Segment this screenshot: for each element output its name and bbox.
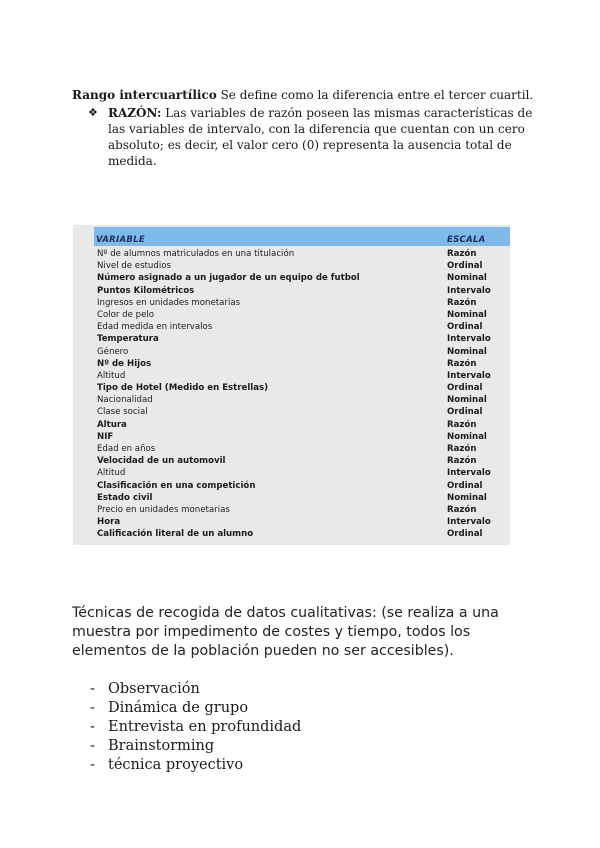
- table-row: [97, 248, 507, 260]
- table-row: [97, 272, 507, 284]
- list-item-label: Observación: [108, 681, 200, 697]
- razon-label: RAZÓN:: [108, 106, 162, 120]
- row-variable: Nº de alumnos matriculados en una titulación: [97, 249, 295, 259]
- table-row: [97, 260, 507, 272]
- row-variable: Clasificación en una competición: [97, 480, 256, 491]
- table-row: [97, 358, 507, 370]
- row-variable: Altura: [97, 419, 127, 430]
- row-escala: Razón: [447, 444, 477, 454]
- row-variable: Precio en unidades monetarias: [97, 504, 230, 515]
- list-item: [90, 680, 301, 699]
- list-item-label: Dinámica de grupo: [108, 700, 249, 716]
- row-escala: Nominal: [447, 346, 487, 357]
- razon-text: Las variables de razón poseen las mismas características de las variables de intervalo, con la diferencia que cuentan con un cero absoluto; es decir, el valor cero (0) representa la ausencia total de medida.: [108, 106, 533, 168]
- row-variable: NIF: [97, 431, 114, 442]
- table-row: [97, 394, 507, 406]
- header-variable: VARIABLE: [96, 235, 145, 245]
- row-variable: Puntos Kilométricos: [97, 285, 195, 296]
- row-escala: Nominal: [447, 309, 487, 320]
- table-row: [97, 516, 507, 528]
- rango-label: Rango intercuartílico: [72, 88, 217, 102]
- row-variable: Altitud: [97, 468, 126, 479]
- row-escala: Ordinal: [447, 407, 483, 418]
- header-escala: ESCALA: [447, 235, 486, 245]
- table-row: [97, 419, 507, 431]
- table-row: [97, 504, 507, 516]
- table-row: [97, 480, 507, 492]
- row-variable: Calificación literal de un alumno: [97, 529, 254, 540]
- row-variable: Ingresos en unidades monetarias: [97, 297, 241, 308]
- scale-table-image: [73, 225, 510, 545]
- row-escala: Razón: [447, 456, 477, 467]
- row-escala: Ordinal: [447, 529, 483, 540]
- dash-marker: -: [90, 681, 95, 697]
- row-variable: Nivel de estudios: [97, 261, 171, 272]
- table-row: [97, 492, 507, 504]
- row-escala: Ordinal: [447, 383, 483, 394]
- table-row: [97, 467, 507, 479]
- dash-marker: -: [90, 738, 95, 754]
- row-escala: Ordinal: [447, 480, 483, 491]
- row-variable: Nº de Hijos: [97, 358, 152, 369]
- row-variable: Hora: [97, 517, 121, 528]
- list-item: [90, 737, 301, 756]
- table-header: [94, 227, 510, 246]
- table-rows: [97, 248, 507, 541]
- row-escala: Razón: [447, 358, 477, 369]
- row-escala: Nominal: [447, 431, 487, 442]
- row-variable: Altitud: [97, 370, 126, 381]
- row-escala: Razón: [447, 249, 477, 259]
- dash-marker: -: [90, 757, 95, 773]
- row-variable: Género: [97, 346, 129, 357]
- diamond-bullet-icon: ❖: [88, 106, 98, 119]
- row-escala: Ordinal: [447, 322, 483, 333]
- rango-text: Se define como la diferencia entre el tercer cuartil.: [216, 88, 534, 102]
- list-item-label: técnica proyectivo: [108, 757, 244, 773]
- table-row: [97, 406, 507, 418]
- row-escala: Intervalo: [447, 370, 491, 381]
- row-escala: Intervalo: [447, 334, 491, 345]
- table-row: [97, 297, 507, 309]
- table-row: [97, 309, 507, 321]
- table-row: [97, 443, 507, 455]
- table-row: [97, 321, 507, 333]
- table-row: [97, 382, 507, 394]
- dash-marker: -: [90, 700, 95, 716]
- row-escala: Razón: [447, 297, 477, 308]
- row-variable: Estado civil: [97, 492, 153, 503]
- razon-bullet: [72, 105, 542, 169]
- row-variable: Nacionalidad: [97, 395, 153, 406]
- dash-marker: -: [90, 719, 95, 735]
- row-escala: Nominal: [447, 273, 487, 284]
- table-row: [97, 346, 507, 358]
- row-escala: Razón: [447, 419, 477, 430]
- row-escala: Ordinal: [447, 261, 483, 272]
- intro-block: [72, 87, 542, 169]
- row-variable: Clase social: [97, 407, 148, 418]
- table-row: [97, 370, 507, 382]
- list-item-label: Entrevista en profundidad: [108, 719, 302, 735]
- list-item: [90, 756, 301, 775]
- row-variable: Tipo de Hotel (Medido en Estrellas): [97, 383, 269, 394]
- qualitative-techniques-intro: Técnicas de recogida de datos cualitativas: (se realiza a una muestra por impedimento de costes y tiempo, todos los elementos de la población pueden no ser accesibles).: [72, 605, 499, 659]
- row-variable: Velocidad de un automovil: [97, 456, 226, 467]
- row-variable: Edad en años: [97, 444, 156, 454]
- table-row: [97, 333, 507, 345]
- table-row: [97, 455, 507, 467]
- row-escala: Nominal: [447, 395, 487, 406]
- list-item: [90, 699, 301, 718]
- row-variable: Número asignado a un jugador de un equipo de futbol: [97, 273, 360, 284]
- table-row: [97, 431, 507, 443]
- row-escala: Intervalo: [447, 468, 491, 479]
- row-variable: Edad medida en intervalos: [97, 322, 213, 333]
- row-escala: Intervalo: [447, 517, 491, 528]
- razon-paragraph: [108, 106, 532, 168]
- table-row: [97, 285, 507, 297]
- rango-line: [72, 87, 542, 103]
- row-escala: Razón: [447, 504, 477, 515]
- list-item-label: Brainstorming: [108, 738, 215, 754]
- row-escala: Intervalo: [447, 285, 491, 296]
- row-escala: Nominal: [447, 492, 487, 503]
- table-row: [97, 528, 507, 540]
- list-item: [90, 718, 301, 737]
- techniques-list: [90, 680, 301, 775]
- row-variable: Temperatura: [97, 334, 159, 345]
- row-variable: Color de pelo: [97, 309, 155, 320]
